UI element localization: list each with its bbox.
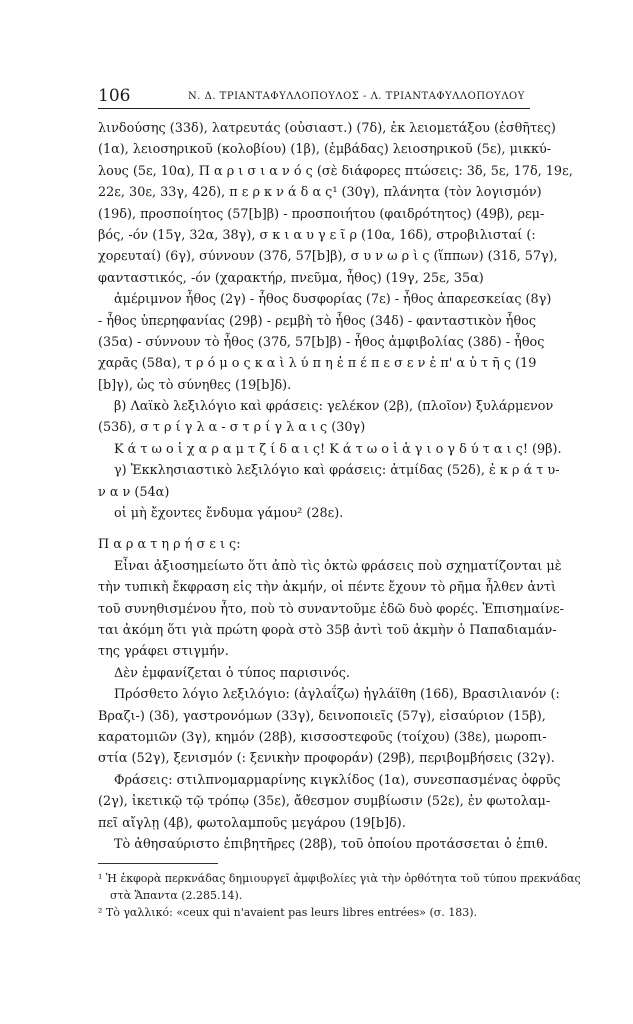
text-line: ται ἀκόμη ὅτι γιὰ πρώτη φορὰ στὸ 35β ἀντὶ τοῦ ἀκμὴν ὁ Παπαδιαμάν-	[98, 622, 557, 638]
footnotes	[98, 870, 581, 921]
running-head: Ν. Δ. ΤΡΙΑΝΤΑΦΥΛΛΟΠΟΥΛΟΣ - Λ. ΤΡΙΑΝΤΑΦΥΛΛΟΠΟΥΛΟΥ	[188, 91, 525, 102]
main-text	[98, 118, 573, 855]
text-line: βός, -όν (15γ, 32α, 38γ), σ κ ι α υ γ ε ῖ ρ (10α, 16δ), στροβιλισταί (:	[98, 227, 536, 243]
text-line: Εἶναι ἀξιοσημείωτο ὅτι ἀπὸ τὶς ὀκτὼ φράσεις ποὺ σχηματίζονται μὲ	[114, 558, 562, 574]
text-line: ἀμέριμνον ἦθος (2γ) - ἦθος δυσφορίας (7ε) - ἦθος ἀπαρεσκείας (8γ)	[114, 292, 552, 308]
footnote-line: στὰ Ἅπαντα (2.285.14).	[110, 889, 243, 902]
text-line: λους (5ε, 10α), Π α ρ ι σ ι α ν ό ς (σὲ διάφορες πτώσεις: 3δ, 5ε, 17δ, 19ε,	[98, 163, 573, 179]
remarks-heading: Π α ρ α τ η ρ ή σ ε ι ς:	[98, 537, 241, 553]
text-line: 22ε, 30ε, 33γ, 42δ), π ε ρ κ ν ά δ α ς¹ (30γ), πλάνητα (τὸν λογισμόν)	[98, 185, 542, 201]
text-line: - ἦθος ὑπερηφανίας (29β) - ρεμβὴ τὸ ἦθος (34δ) - φανταστικὸν ἦθος	[98, 313, 537, 329]
section-gap	[98, 524, 530, 534]
text-line: χορευταί) (6γ), σύννουν (37δ, 57[b]β), σ υ ν ω ρ ὶ ς (ἵππων) (31δ, 57γ),	[98, 249, 558, 265]
text-line: (2γ), ἱκετικῷ τῷ τρόπῳ (35ε), ἄθεσμον συμβίωσιν (52ε), ἐν φωτολαμ-	[98, 794, 551, 810]
text-line: στία (52γ), ξενισμόν (: ξενικὴν προφοράν) (29β), περιβομβήσεις (32γ).	[98, 751, 555, 767]
text-line: (53δ), σ τ ρ ί γ λ α - σ τ ρ ί γ λ α ι ς (30γ)	[98, 420, 366, 436]
text-line: οἱ μὴ ἔχοντες ἔνδυμα γάμου² (28ε).	[114, 506, 344, 522]
text-line: Τὸ ἀθησαύριστο ἐπιβητῆρες (28β), τοῦ ὁποίου προτάσσεται ὁ ἐπιθ.	[114, 836, 549, 852]
text-line: ν α ν (54α)	[98, 484, 170, 500]
text-line: χαρᾶς (58α), τ ρ ό μ ο ς κ α ὶ λ ύ π η ἐ π έ π ε σ ε ν ἐ π' α ὐ τ ῆ ς (19	[98, 356, 537, 372]
text-line: Δὲν ἐμφανίζεται ὁ τύπος παρισινός.	[114, 665, 350, 681]
text-line: Κ ά τ ω ο ἱ χ α ρ α μ τ ζ ί δ α ι ς! Κ ά τ ω ο ἱ ἁ γ ι ο γ δ ύ τ α ι ς! (9β).	[114, 441, 562, 457]
text-line: της γράφει στιγμήν.	[98, 644, 229, 660]
text-line: πεῖ αἴγλῃ (4β), φωτολαμποῦς μεγάρου (19[b]δ).	[98, 815, 406, 831]
text-line: [b]γ), ὡς τὸ σύνηθες (19[b]δ).	[98, 377, 292, 393]
text-line: τοῦ συνηθισμένου ἦτο, ποὺ τὸ συναντοῦμε ἐδῶ δυὸ φορές. Ἐπισημαίνε-	[98, 601, 564, 617]
text-line: (19δ), προσποίητος (57[b]β) - προσποιήτου (φαιδρότητος) (49β), ρεμ-	[98, 206, 545, 222]
remarks-section	[98, 556, 564, 855]
word-list-section	[98, 118, 573, 524]
text-line: τὴν τυπικὴ ἔκφραση εἰς τὴν ἀκμήν, οἱ πέντε ἔχουν τὸ ρῆμα ἦλθεν ἀντὶ	[98, 580, 556, 596]
text-line: καρατομιῶν (3γ), κημόν (28β), κισσοστεφοῦς (τοίχου) (38ε), μωροπι-	[98, 729, 547, 745]
page-number: 106	[98, 86, 131, 106]
text-line: (35α) - σύννουν τὸ ἦθος (37δ, 57[b]β) - ἦθος ἀμφιβολίας (38δ) - ἦθος	[98, 334, 545, 350]
text-line: γ) Ἐκκλησιαστικὸ λεξιλόγιο καὶ φράσεις: ἀτμίδας (52δ), ἐ κ ρ ά τ υ-	[114, 463, 560, 479]
footnote-line: ¹ Ἡ ἐκφορὰ περκνάδας δημιουργεῖ ἀμφιβολίες γιὰ τὴν ὀρθότητα τοῦ τύπου πρεκνάδας	[98, 872, 581, 885]
footnote-rule	[98, 863, 218, 864]
text-line: λινδούσης (33δ), λατρευτάς (οὐσιαστ.) (7δ), ἐκ λειομετάξου (ἐσθῆτες)	[98, 121, 556, 136]
text-line: (1α), λειοσηρικοῦ (κολοβίου) (1β), (ἐμβάδας) λειοσηρικοῦ (5ε), μικκύ-	[98, 142, 552, 158]
footnote-line: ² Τὸ γαλλικό: «ceux qui n'avaient pas leurs libres entrées» (σ. 183).	[98, 906, 478, 919]
text-line: Βραζι-) (3δ), γαστρονόμων (33γ), δεινοποιεῖς (57γ), εἰσαύριον (15β),	[98, 708, 546, 724]
text-line: Πρόσθετο λόγιο λεξιλόγιο: (ἀγλαΐζω) ἠγλάϊθη (16δ), Βρασιλιανόν (:	[114, 687, 560, 703]
text-line: Φράσεις: στιλπνομαρμαρίνης κιγκλίδος (1α), συνεσπασμένας ὀφρῦς	[114, 772, 561, 788]
page-header	[98, 86, 530, 109]
text-line: β) Λαϊκὸ λεξιλόγιο καὶ φράσεις: γελέκον (2β), (πλοῖον) ξυλάρμενον	[114, 399, 554, 415]
text-line: φανταστικός, -όν (χαρακτήρ, πνεῦμα, ἦθος) (19γ, 25ε, 35α)	[98, 270, 484, 286]
